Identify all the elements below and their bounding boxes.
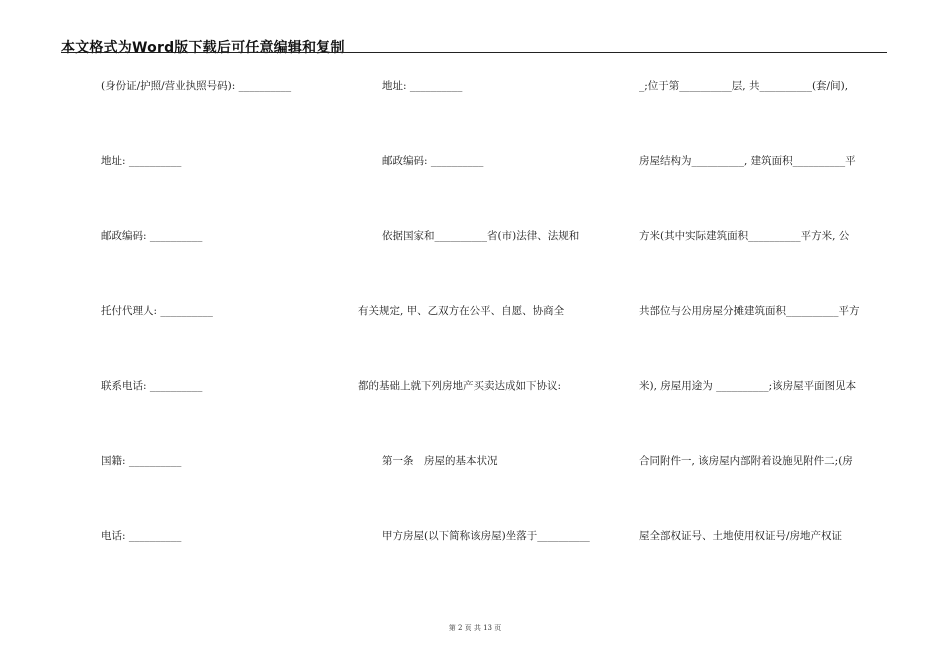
left-line-contact-phone: 联系电话: __________ bbox=[101, 380, 203, 392]
left-line-agent: 托付代理人: __________ bbox=[101, 305, 213, 317]
middle-line-location: 甲方房屋(以下简称该房屋)坐落于__________ bbox=[382, 530, 590, 542]
left-line-nationality: 国籍: __________ bbox=[101, 455, 182, 467]
header-divider bbox=[61, 52, 887, 53]
right-line-usage: 米), 房屋用途为 __________;该房屋平面图见本 bbox=[639, 380, 857, 392]
left-line-address: 地址: __________ bbox=[101, 155, 182, 167]
document-header-title: 本文格式为Word版下载后可任意编辑和复制 bbox=[61, 40, 345, 56]
page-number-footer: 第 2 页 共 13 页 bbox=[448, 624, 502, 632]
middle-line-address: 地址: __________ bbox=[382, 80, 463, 92]
right-line-structure: 房屋结构为__________, 建筑面积__________平 bbox=[639, 155, 856, 167]
right-line-attachments: 合同附件一, 该房屋内部附着设施见附件二;(房 bbox=[639, 455, 853, 467]
left-line-postcode: 邮政编码: __________ bbox=[101, 230, 203, 242]
right-line-floor: _;位于第__________层, 共__________(套/间), bbox=[639, 80, 849, 92]
middle-line-parties: 有关规定, 甲、乙双方在公平、自愿、协商全 bbox=[358, 305, 565, 317]
right-line-certificates: 屋全部权证号、土地使用权证号/房地产权证 bbox=[639, 530, 843, 542]
middle-line-legal-basis: 依据国家和__________省(市)法律、法规和 bbox=[382, 230, 580, 242]
right-line-shared-area: 共部位与公用房屋分摊建筑面积__________平方 bbox=[639, 305, 860, 317]
right-line-actual-area: 方米(其中实际建筑面积__________平方米, 公 bbox=[639, 230, 850, 242]
middle-line-agreement: 都的基础上就下列房地产买卖达成如下协议: bbox=[358, 380, 562, 392]
middle-line-postcode: 邮政编码: __________ bbox=[382, 155, 484, 167]
left-line-phone: 电话: __________ bbox=[101, 530, 182, 542]
middle-line-article-one: 第一条 房屋的基本状况 bbox=[382, 455, 498, 467]
left-line-id-number: (身份证/护照/营业执照号码): __________ bbox=[101, 80, 292, 92]
